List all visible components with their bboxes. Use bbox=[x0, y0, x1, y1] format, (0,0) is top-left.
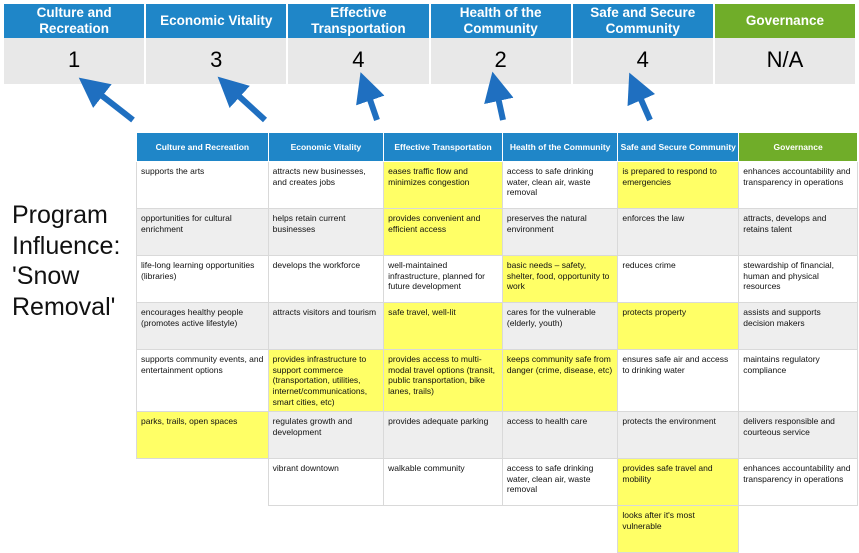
arrow-culture bbox=[92, 88, 133, 120]
matrix-cell-empty bbox=[384, 506, 503, 553]
arrow-safety bbox=[636, 88, 650, 120]
matrix-cell: keeps community safe from danger (crime, disease, etc) bbox=[502, 350, 617, 412]
scorecard-header-safety: Safe and Secure Community bbox=[573, 4, 713, 38]
scorecard-strip bbox=[4, 4, 855, 84]
arrow-health bbox=[496, 88, 503, 120]
table-row bbox=[137, 162, 858, 209]
table-row bbox=[137, 303, 858, 350]
arrow-economic bbox=[230, 88, 265, 120]
matrix-cell: life-long learning opportunities (libraries) bbox=[137, 256, 269, 303]
table-row bbox=[137, 459, 858, 506]
matrix-cell: vibrant downtown bbox=[268, 459, 383, 506]
matrix-cell: encourages healthy people (promotes active lifestyle) bbox=[137, 303, 269, 350]
arrow-transportation bbox=[366, 88, 377, 120]
matrix-cell: attracts new businesses, and creates jobs bbox=[268, 162, 383, 209]
scorecard-header-culture: Culture and Recreation bbox=[4, 4, 144, 38]
matrix-cell: looks after it's most vulnerable bbox=[618, 506, 739, 553]
matrix-cell: well-maintained infrastructure, planned for future development bbox=[384, 256, 503, 303]
matrix-header-safety: Safe and Secure Community bbox=[618, 133, 739, 162]
matrix-cell: safe travel, well-lit bbox=[384, 303, 503, 350]
matrix-header-governance: Governance bbox=[739, 133, 858, 162]
matrix-cell: reduces crime bbox=[618, 256, 739, 303]
scorecard-column-health bbox=[431, 4, 573, 84]
matrix-cell: develops the workforce bbox=[268, 256, 383, 303]
matrix-cell: provides safe travel and mobility bbox=[618, 459, 739, 506]
table-row bbox=[137, 350, 858, 412]
scorecard-header-economic: Economic Vitality bbox=[146, 4, 286, 38]
table-row bbox=[137, 256, 858, 303]
matrix-cell: enhances accountability and transparency in operations bbox=[739, 162, 858, 209]
matrix-cell: attracts, develops and retains talent bbox=[739, 209, 858, 256]
matrix-cell: parks, trails, open spaces bbox=[137, 412, 269, 459]
scorecard-column-culture bbox=[4, 4, 146, 84]
matrix-cell: eases traffic flow and minimizes congestion bbox=[384, 162, 503, 209]
table-row bbox=[137, 506, 858, 553]
matrix-header-economic: Economic Vitality bbox=[268, 133, 383, 162]
matrix-cell-empty bbox=[502, 506, 617, 553]
scorecard-header-governance: Governance bbox=[715, 4, 855, 38]
matrix-cell: preserves the natural environment bbox=[502, 209, 617, 256]
matrix-cell: cares for the vulnerable (elderly, youth) bbox=[502, 303, 617, 350]
table-row bbox=[137, 209, 858, 256]
matrix-cell: delivers responsible and courteous service bbox=[739, 412, 858, 459]
scorecard-column-transportation bbox=[288, 4, 430, 84]
scorecard-score-transportation: 4 bbox=[288, 38, 428, 84]
matrix-cell: protects the environment bbox=[618, 412, 739, 459]
matrix-cell: opportunities for cultural enrichment bbox=[137, 209, 269, 256]
matrix-cell: basic needs – safety, shelter, food, opportunity to work bbox=[502, 256, 617, 303]
matrix-cell: provides convenient and efficient access bbox=[384, 209, 503, 256]
matrix-header-culture: Culture and Recreation bbox=[137, 133, 269, 162]
scorecard-score-health: 2 bbox=[431, 38, 571, 84]
matrix-cell: provides access to multi-modal travel options (transit, public transportation, bike lanes, trails) bbox=[384, 350, 503, 412]
matrix-cell: helps retain current businesses bbox=[268, 209, 383, 256]
matrix-cell-empty bbox=[137, 459, 269, 506]
arrow-group bbox=[0, 80, 859, 132]
scorecard-column-economic bbox=[146, 4, 288, 84]
matrix-cell: enforces the law bbox=[618, 209, 739, 256]
matrix-cell: supports the arts bbox=[137, 162, 269, 209]
scorecard-score-culture: 1 bbox=[4, 38, 144, 84]
matrix-cell: access to health care bbox=[502, 412, 617, 459]
matrix-cell: provides infrastructure to support commerce (transportation, utilities, internet/communications, smart cities, etc) bbox=[268, 350, 383, 412]
scorecard-column-safety bbox=[573, 4, 715, 84]
matrix-header-row bbox=[137, 133, 858, 162]
matrix-cell-empty bbox=[268, 506, 383, 553]
matrix-cell: assists and supports decision makers bbox=[739, 303, 858, 350]
scorecard-header-health: Health of the Community bbox=[431, 4, 571, 38]
matrix-cell: stewardship of financial, human and physical resources bbox=[739, 256, 858, 303]
outcomes-matrix bbox=[136, 132, 858, 553]
scorecard-score-safety: 4 bbox=[573, 38, 713, 84]
matrix-cell: access to safe drinking water, clean air, waste removal bbox=[502, 459, 617, 506]
matrix-cell: attracts visitors and tourism bbox=[268, 303, 383, 350]
matrix-cell: is prepared to respond to emergencies bbox=[618, 162, 739, 209]
matrix-header-transportation: Effective Transportation bbox=[384, 133, 503, 162]
table-row bbox=[137, 412, 858, 459]
matrix-cell: access to safe drinking water, clean air, waste removal bbox=[502, 162, 617, 209]
scorecard-column-governance bbox=[715, 4, 855, 84]
program-influence-caption: Program Influence: 'Snow Removal' bbox=[12, 201, 121, 321]
matrix-cell: enhances accountability and transparency in operations bbox=[739, 459, 858, 506]
matrix-cell-empty bbox=[739, 506, 858, 553]
matrix-cell: regulates growth and development bbox=[268, 412, 383, 459]
matrix-header-health: Health of the Community bbox=[502, 133, 617, 162]
scorecard-header-transportation: Effective Transportation bbox=[288, 4, 428, 38]
matrix-cell: maintains regulatory compliance bbox=[739, 350, 858, 412]
matrix-cell: protects property bbox=[618, 303, 739, 350]
matrix-cell-empty bbox=[137, 506, 269, 553]
matrix-cell: provides adequate parking bbox=[384, 412, 503, 459]
matrix-cell: supports community events, and entertainment options bbox=[137, 350, 269, 412]
scorecard-score-governance: N/A bbox=[715, 38, 855, 84]
matrix-cell: ensures safe air and access to drinking water bbox=[618, 350, 739, 412]
matrix-cell: walkable community bbox=[384, 459, 503, 506]
scorecard-score-economic: 3 bbox=[146, 38, 286, 84]
